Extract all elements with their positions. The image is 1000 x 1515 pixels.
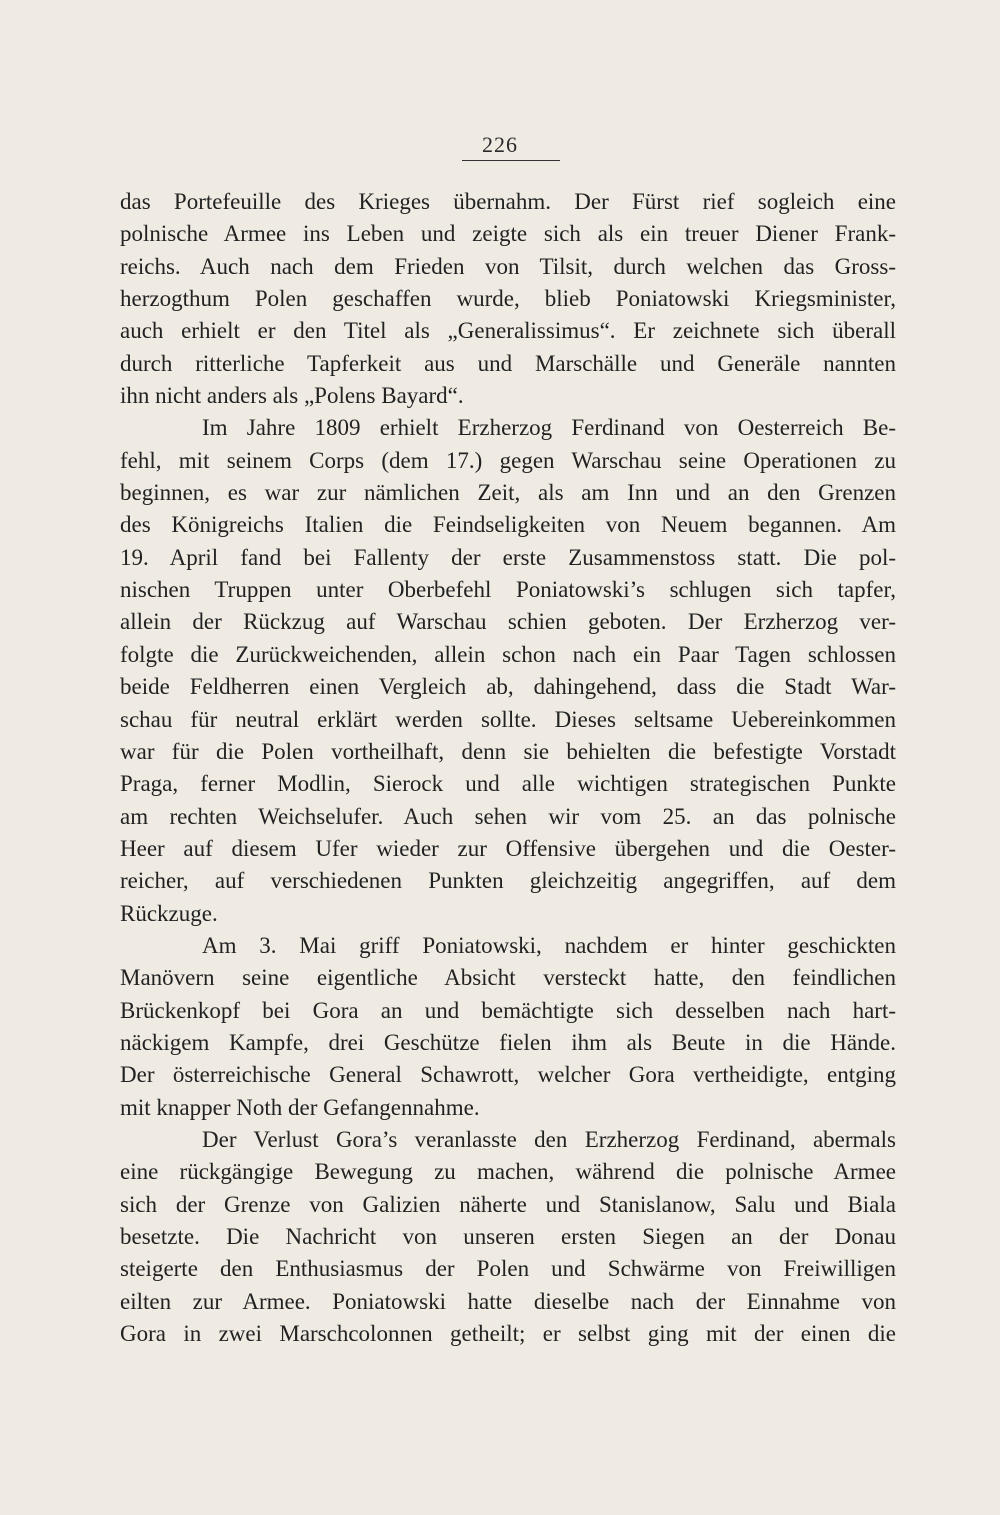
text-line: Praga, ferner Modlin, Sierock und alle wichtigen strategischen Punkte <box>120 771 896 797</box>
text-line: besetzte. Die Nachricht von unseren ersten Siegen an der Donau <box>120 1224 896 1249</box>
text-line: durch ritterliche Tapferkeit aus und Marschälle und Generäle nannten <box>120 350 896 376</box>
text-line: 19. April fand bei Fallenty der erste Zusammenstoss statt. Die pol- <box>120 544 896 570</box>
text-line: am rechten Weichselufer. Auch sehen wir vom 25. an das polnische <box>120 803 896 829</box>
page-number: 226 <box>482 132 518 157</box>
text-line: steigerte den Enthusiasmus der Polen und Schwärme von Freiwilligen <box>120 1256 896 1282</box>
text-line: nischen Truppen unter Oberbefehl Poniatowski’s schlugen sich tapfer, <box>120 577 896 603</box>
text-line: eilten zur Armee. Poniatowski hatte dieselbe nach der Einnahme von <box>120 1288 896 1314</box>
text-line: Der Verlust Gora’s veranlasste den Erzherzog Ferdinand, abermals <box>202 1126 896 1152</box>
text-line: herzogthum Polen geschaffen wurde, blieb Poniatowski Kriegsminister, <box>120 286 896 312</box>
text-line: polnische Armee ins Leben und zeigte sich als ein treuer Diener Frank- <box>120 221 896 247</box>
text-line: fehl, mit seinem Corps (dem 17.) gegen Warschau seine Operationen zu <box>120 447 896 473</box>
text-line: Manövern seine eigentliche Absicht versteckt hatte, den feindlichen <box>120 965 896 991</box>
text-line: des Königreichs Italien die Feindseligkeiten von Neuem begannen. Am <box>120 512 896 538</box>
text-line: Gora in zwei Marschcolonnen getheilt; er selbst ging mit der einen die <box>120 1321 896 1347</box>
text-line: das Portefeuille des Krieges übernahm. Der Fürst rief sogleich eine <box>120 189 896 214</box>
text-line: folgte die Zurückweichenden, allein schon nach ein Paar Tagen schlossen <box>120 641 896 667</box>
text-line: Rückzuge. <box>120 900 218 926</box>
text-line: beide Feldherren einen Vergleich ab, dahingehend, dass die Stadt War- <box>120 674 896 700</box>
text-line: reicher, auf verschiedenen Punkten gleichzeitig angegriffen, auf dem <box>120 868 896 894</box>
text-line: war für die Polen vortheilhaft, denn sie behielten die befestigte Vorstadt <box>120 738 896 764</box>
text-line: eine rückgängige Bewegung zu machen, während die polnische Armee <box>120 1159 896 1185</box>
text-line: näckigem Kampfe, drei Geschütze fielen ihm als Beute in die Hände. <box>120 1029 896 1055</box>
text-line: ihn nicht anders als „Polens Bayard“. <box>120 383 464 409</box>
text-line: mit knapper Noth der Gefangennahme. <box>120 1094 480 1120</box>
text-line: Der österreichische General Schawrott, welcher Gora vertheidigte, entging <box>120 1062 896 1088</box>
text-line: beginnen, es war zur nämlichen Zeit, als am Inn und an den Grenzen <box>120 480 896 506</box>
text-line: schau für neutral erklärt werden sollte. Dieses seltsame Uebereinkommen <box>120 706 896 732</box>
text-line: reichs. Auch nach dem Frieden von Tilsit, durch welchen das Gross- <box>120 253 896 279</box>
text-line: sich der Grenze von Galizien näherte und Stanislanow, Salu und Biala <box>120 1191 896 1217</box>
text-line: Heer auf diesem Ufer wieder zur Offensive übergehen und die Oester- <box>120 835 896 861</box>
page-number-rule <box>462 160 560 161</box>
text-line: Brückenkopf bei Gora an und bemächtigte sich desselben nach hart- <box>120 997 896 1023</box>
text-line: auch erhielt er den Titel als „Generalissimus“. Er zeichnete sich überall <box>120 318 896 344</box>
text-line: Am 3. Mai griff Poniatowski, nachdem er hinter geschickten <box>202 932 896 958</box>
body-text <box>120 186 896 1350</box>
text-line: Im Jahre 1809 erhielt Erzherzog Ferdinand von Oesterreich Be- <box>202 415 896 441</box>
text-line: allein der Rückzug auf Warschau schien geboten. Der Erzherzog ver- <box>120 609 896 635</box>
